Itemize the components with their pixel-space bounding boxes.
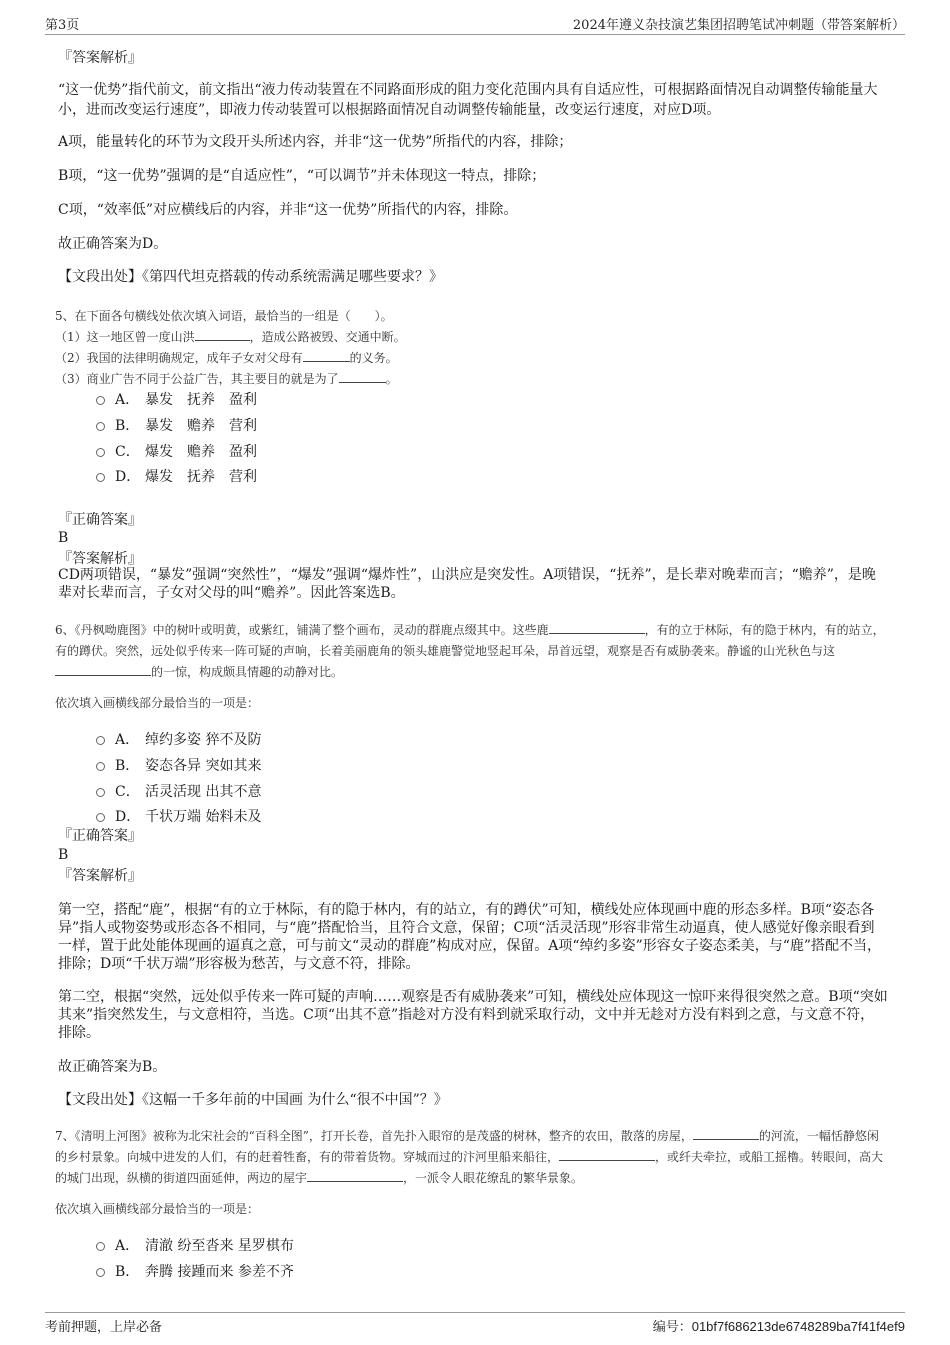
q6-option-a[interactable]: A． 绰约多姿 猝不及防 [96,730,261,750]
q5-option-b[interactable]: B． 暴发 赡养 营利 [96,416,257,436]
question-5-sentence-3: （3）商业广告不同于公益广告，其主要目的就是为了 。 [55,372,398,386]
radio-button[interactable] [96,448,105,457]
radio-button[interactable] [96,473,105,482]
q6-source-citation: 【文段出处】《这幅一千多年前的中国画 为什么“很不中国”？》 [58,1092,448,1108]
radio-button[interactable] [96,1268,105,1277]
question-5-sentence-1: （1）这一地区曾一度山洪 ，造成公路被毁、交通中断。 [55,330,406,344]
correct-answer-text: 故正确答案为D。 [58,236,168,252]
q6-analysis-label: 『答案解析』 [58,868,142,884]
question-7-stem: 7、《清明上河图》被称为北宋社会的“百科全图”，打开长卷，首先扑入眼帘的是茂盛的树林，整齐的农田，散落的房屋， 的河流，一幅恬静悠闲的乡村景象。向城中进发的人们，有的赶着牲畜，有的带着货物。穿城而过的汴河里船来船往， ，或纤夫牵拉，或船工摇橹。转眼间，高大的城门出现，纵横的街道四面延伸，两边的屋宇 ，一派令人眼花缭乱的繁华景象。 [55,1129,884,1185]
question-6-stem: 6、《丹枫呦鹿图》中的树叶或明黄，或紫红，铺满了整个画布，灵动的群鹿点缀其中。这些鹿 ，有的立于林际，有的隐于林内，有的站立，有的蹲伏。突然，远处似乎传来一阵可疑的声响，长着美丽鹿角的领头雄鹿警觉地竖起耳朵，昂首远望，观察是否有威胁袭来。静谧的山光秋色与这的一惊，构成颇具情趣的动静对比。 [55,623,885,679]
q5-answer: B [58,530,69,546]
radio-button[interactable] [96,736,105,745]
footer-divider [45,1312,905,1313]
radio-button[interactable] [96,813,105,822]
q7-option-b[interactable]: B． 奔腾 接踵而来 参差不齐 [96,1262,294,1282]
radio-button[interactable] [96,422,105,431]
q5-option-c[interactable]: C． 爆发 赡养 盈利 [96,442,257,462]
q6-answer-label: 『正确答案』 [58,828,142,844]
radio-button[interactable] [96,396,105,405]
q6-option-c[interactable]: C． 活灵活现 出其不意 [96,782,261,802]
source-citation: 【文段出处】《第四代坦克搭载的传动系统需满足哪些要求？》 [58,269,443,285]
q5-option-d[interactable]: D． 爆发 抚养 营利 [96,467,257,487]
analysis-label: 『答案解析』 [58,50,142,66]
analysis-option-c: C项，“效率低”对应横线后的内容，并非“这一优势”所指代的内容，排除。 [58,202,518,218]
q7-option-a[interactable]: A． 清澈 纷至沓来 星罗棋布 [96,1236,294,1256]
q6-analysis-para-2: 第二空，根据“突然，远处似乎传来一阵可疑的声响……观察是否有威胁袭来”可知，横线处应体现这一惊吓来得很突然之意。B项“突如其来”指突然发生，与文意相符，当选。C项“出其不意”指趁对方没有料到就采取行动，文中并无趁对方没有料到之意，与文意不符，排除。 [58,989,888,1041]
q5-analysis: CD两项错误，“暴发”强调“突然性”，“爆发”强调“爆炸性”，山洪应是突发性。A项错误，“抚养”，是长辈对晚辈而言；“赡养”，是晚辈对长辈而言，子女对父母的叫“赡养”。因此答案选B。 [58,567,876,601]
document-title: 2024年遵义杂技演艺集团招聘笔试冲刺题（带答案解析） [572,18,905,33]
question-6-prompt: 依次填入画横线部分最恰当的一项是： [55,696,260,710]
question-5-stem: 5、在下面各句横线处依次填入词语，最恰当的一组是（ ）。 [55,309,393,323]
header-divider [45,34,905,35]
radio-button[interactable] [96,1242,105,1251]
q6-analysis-para-1: 第一空，搭配“鹿”，根据“有的立于林际，有的隐于林内，有的站立，有的蹲伏”可知，横线处应体现画中鹿的形态多样。B项“姿态各异”指人或物姿势或形态各不相同，与“鹿”搭配恰当，且符合文意，保留；C项“活灵活现”形容非常生动逼真，使人感觉好像亲眼看到一样，置于此处能体现画的逼真之意，可与前文“灵动的群鹿”构成对应，保留。A项“绰约多姿”形容女子姿态柔美，与“鹿”搭配不当，排除；D项“千状万端”形容极为愁苦，与文意不符，排除。 [58,902,882,972]
q5-option-a[interactable]: A． 暴发 抚养 盈利 [96,390,257,410]
footer-slogan: 考前押题，上岸必备 [45,1320,163,1335]
q6-answer: B [58,847,69,863]
question-5-sentence-2: （2）我国的法律明确规定，成年子女对父母有 的义务。 [55,351,398,365]
q6-option-b[interactable]: B． 姿态各异 突如其来 [96,756,261,776]
radio-button[interactable] [96,788,105,797]
q5-answer-label: 『正确答案』 [58,512,142,528]
analysis-option-b: B项，“这一优势”强调的是“自适应性”，“可以调节”并未体现这一特点，排除； [58,168,546,184]
question-7-prompt: 依次填入画横线部分最恰当的一项是： [55,1202,260,1216]
page-number: 第3页 [45,18,80,33]
analysis-paragraph: “这一优势”指代前文，前文指出“液力传动装置在不同路面形成的阻力变化范围内具有自适应性，可根据路面情况自动调整传输能量大小，进而改变运行速度”，即液力传动装置可以根据路面情况自动调整传输能量，改变运行速度，对应D项。 [58,82,878,118]
document-id: 编号：01bf7f686213de6748289ba7f41f4ef9 [652,1319,905,1335]
q6-correct-answer-text: 故正确答案为B。 [58,1059,167,1075]
radio-button[interactable] [96,762,105,771]
analysis-option-a: A项，能量转化的环节为文段开头所述内容，并非“这一优势”所指代的内容，排除； [58,134,573,150]
q5-analysis-label: 『答案解析』 [58,551,142,567]
q6-option-d[interactable]: D． 千状万端 始料未及 [96,807,261,827]
